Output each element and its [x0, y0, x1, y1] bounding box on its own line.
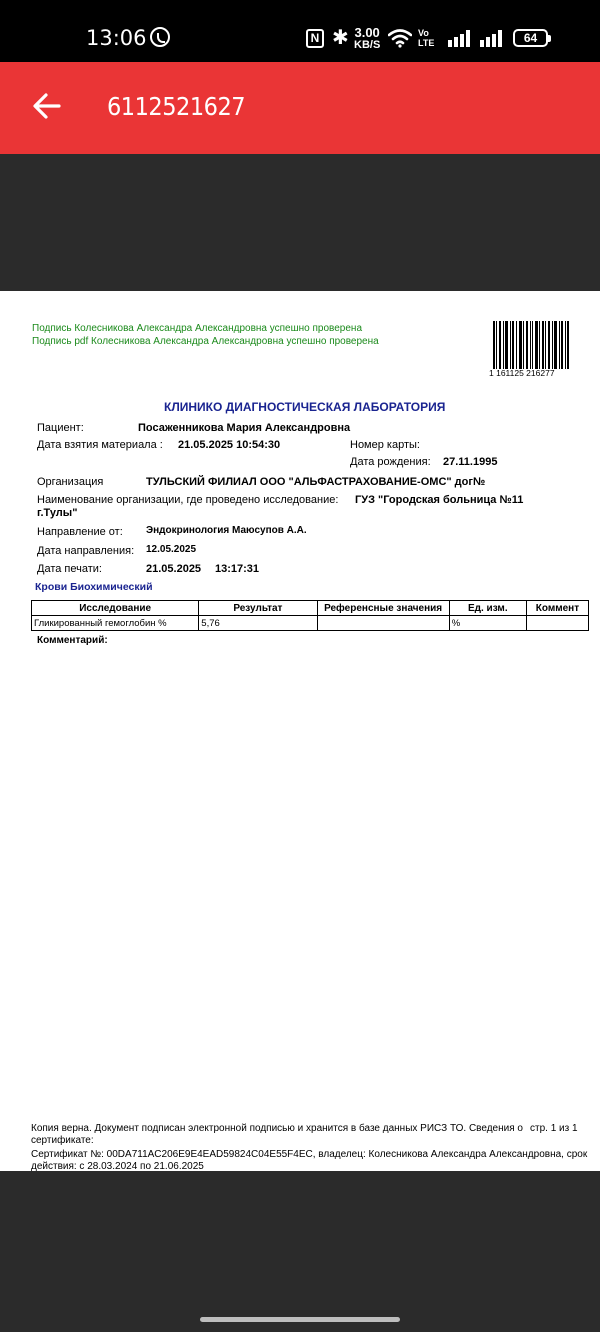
battery-icon: 64 [513, 29, 548, 47]
status-time: 13:06 [86, 26, 147, 50]
document-page[interactable] [0, 291, 600, 1171]
page-number: стр. 1 из 1 [530, 1123, 578, 1134]
exec-org-label: Наименование организации, где проведено исследование: [37, 494, 339, 506]
network-speed-value: 3.00 [354, 25, 380, 40]
network-speed-unit: KB/S [354, 39, 381, 51]
referral-date-label: Дата направления: [37, 545, 135, 557]
status-bar [0, 0, 600, 62]
whatsapp-icon [150, 27, 170, 47]
signal-icon [448, 30, 472, 47]
barcode-number: 1 161125 216277 [489, 368, 555, 378]
wifi-icon [388, 28, 412, 48]
app-bar [0, 62, 600, 154]
print-time-value: 13:17:31 [215, 563, 260, 575]
viewer-bottom [0, 1171, 600, 1332]
volte-top: Vo [418, 28, 429, 38]
print-date-label: Дата печати: [37, 563, 102, 575]
org-value: ТУЛЬСКИЙ ФИЛИАЛ ООО "АЛЬФАСТРАХОВАНИЕ-ОМС" дог№ [146, 476, 486, 488]
sample-date-value: 21.05.2025 10:54:30 [178, 439, 281, 451]
birth-value: 27.11.1995 [443, 456, 498, 468]
certificate-line: Сертификат №: 00DA711AC206E9E4EAD59824C04E55F4EC, владелец: Колесникова Александра Александровна, срок действия: с 28.03.2024 по 21.06.2025 [31, 1149, 588, 1171]
barcode [493, 321, 569, 369]
cell-result: 5,76 [199, 616, 317, 631]
network-speed [354, 27, 380, 51]
bluetooth-icon: ✱ [332, 27, 349, 49]
section-title: Крови Биохимический [35, 581, 153, 593]
card-label: Номер карты: [350, 439, 420, 451]
birth-label: Дата рождения: [350, 456, 431, 468]
signature-line-1: Подпись Колесникова Александра Александровна успешно проверена [32, 323, 363, 334]
patient-value: Посаженникова Мария Александровна [138, 422, 351, 434]
table-row [32, 616, 589, 631]
patient-label: Пациент: [37, 422, 84, 434]
referral-label: Направление от: [37, 526, 123, 538]
signature-block [32, 322, 379, 348]
sample-date-label: Дата взятия материала : [37, 439, 163, 451]
cell-test: Гликированный гемоглобин % [32, 616, 199, 631]
footer-note: Копия верна. Документ подписан электронной подписью и хранится в базе данных РИСЗ ТО. Сведения о сертификате: [31, 1123, 523, 1146]
org-label: Организация [37, 476, 104, 488]
header-test: Исследование [32, 601, 199, 616]
gesture-handle[interactable] [200, 1317, 400, 1322]
header-comment: Коммент [526, 601, 588, 616]
exec-org-value-2: г.Тулы" [37, 507, 78, 519]
page-title: 6112521627 [107, 92, 246, 121]
comment-label: Комментарий: [37, 635, 108, 646]
header-unit: Ед. изм. [449, 601, 526, 616]
viewer-background [0, 154, 600, 291]
referral-date-value: 12.05.2025 [146, 544, 197, 555]
signature-line-2: Подпись pdf Колесникова Александра Александровна успешно проверена [32, 336, 379, 347]
lab-title: КЛИНИКО ДИАГНОСТИЧЕСКАЯ ЛАБОРАТОРИЯ [164, 400, 446, 414]
nfc-icon: N [306, 29, 324, 48]
exec-org-value-1: ГУЗ "Городская больница №11 [355, 494, 524, 506]
cell-comment [526, 616, 588, 631]
signal-icon-2 [480, 30, 504, 47]
header-result: Результат [199, 601, 317, 616]
results-table [31, 600, 589, 631]
cell-unit: % [449, 616, 526, 631]
arrow-left-icon[interactable] [32, 91, 62, 121]
cell-reference [317, 616, 449, 631]
volte-indicator [418, 28, 434, 48]
volte-bottom: LTE [418, 38, 435, 48]
header-reference: Референсные значения [317, 601, 449, 616]
referral-value: Эндокринология Маюсупов А.А. [146, 525, 307, 536]
print-date-value: 21.05.2025 [146, 563, 202, 575]
table-header-row [32, 601, 589, 616]
